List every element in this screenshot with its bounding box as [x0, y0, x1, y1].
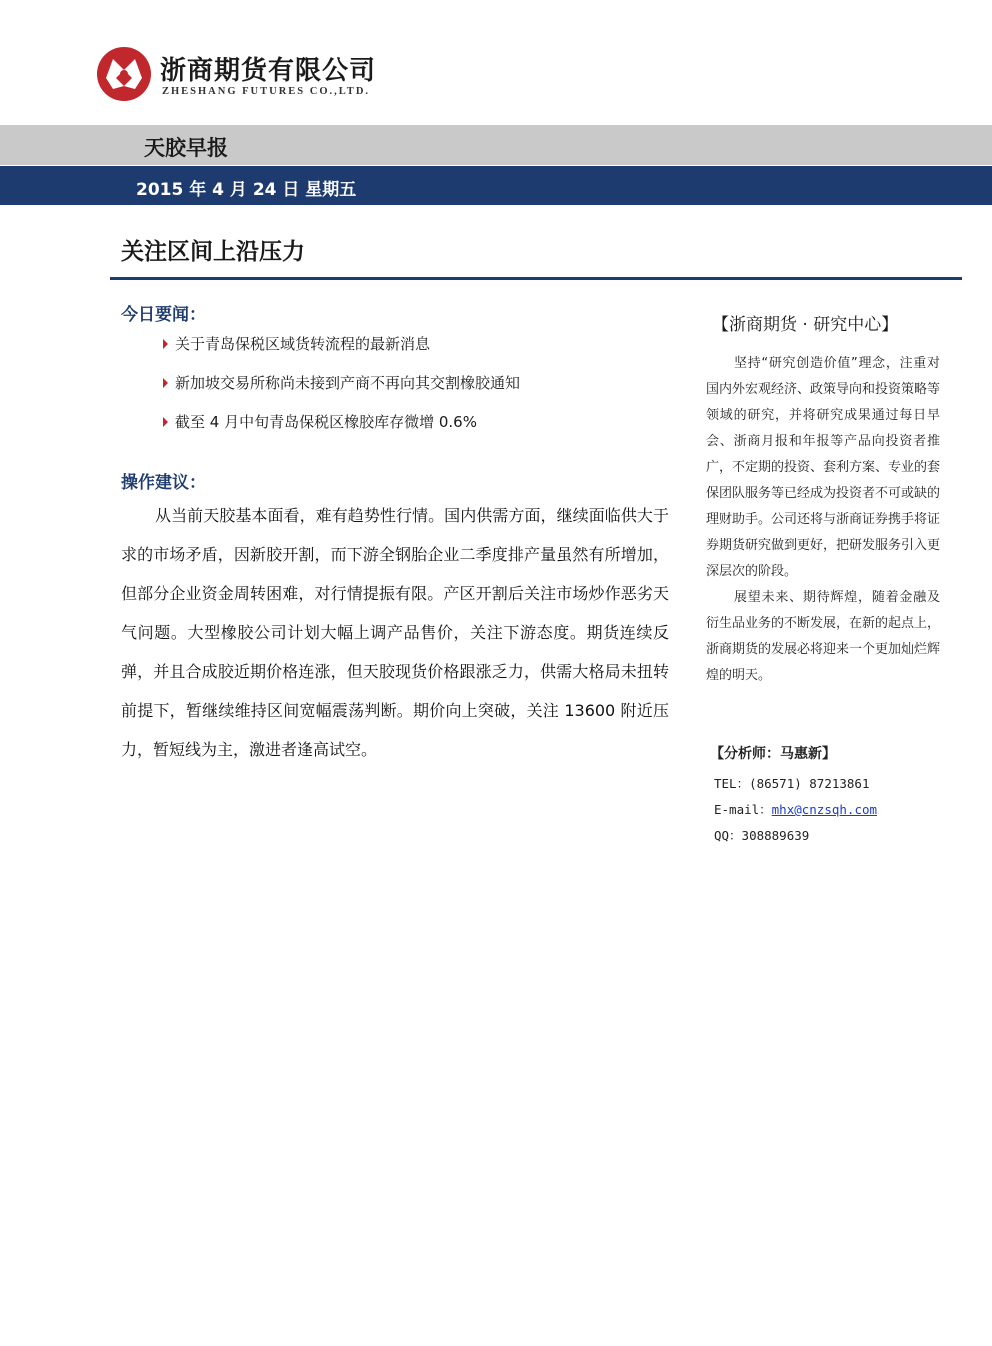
news-item [163, 411, 683, 450]
report-title: 天胶早报 [144, 136, 228, 160]
analyst-contact [710, 743, 950, 849]
company-logo [96, 46, 386, 106]
email-label: E-mail： [714, 802, 772, 817]
bullet-icon [163, 339, 168, 349]
bullet-icon [163, 378, 168, 388]
news-item-text: 关于青岛保税区域货转流程的最新消息 [175, 335, 431, 353]
advice-section-title: 操作建议： [121, 473, 206, 493]
news-item [163, 333, 683, 372]
news-list [163, 333, 683, 450]
report-date: 2015 年 4 月 24 日 星期五 [136, 180, 357, 200]
report-title-band [0, 125, 992, 165]
news-item [163, 372, 683, 411]
news-item-text: 新加坡交易所称尚未接到产商不再向其交割橡胶通知 [175, 374, 521, 392]
sidebar-paragraph: 坚持“研究创造价值”理念，注重对国内外宏观经济、政策导向和投资策略等领域的研究，并将研究成果通过每日早会、浙商月报和年报等产品向投资者推广，不定期的投资、套利方案、专业的套保团队服务等已经成为投资者不可或缺的理财助手。公司还将与浙商证券携手将证券期货研究做到更好，把研发服务引入更深层次的阶段。 [706, 356, 941, 579]
company-name-en: ZHESHANG FUTURES CO.,LTD. [162, 86, 371, 97]
bullet-icon [163, 417, 168, 427]
headline-divider [110, 277, 962, 280]
research-center-sidebar [706, 310, 940, 689]
news-section-title: 今日要闻： [121, 305, 206, 325]
analyst-email-row [710, 797, 950, 823]
logo-mark-icon [96, 46, 152, 102]
analyst-tel: TEL：(86571) 87213861 [714, 776, 870, 791]
analyst-qq: QQ：308889639 [714, 828, 810, 843]
headline: 关注区间上沿压力 [121, 239, 305, 265]
email-link[interactable]: mhx@cnzsqh.com [771, 802, 878, 817]
sidebar-title: 【浙商期货 · 研究中心】 [712, 315, 899, 335]
news-item-text: 截至 4 月中旬青岛保税区橡胶库存微增 0.6% [175, 413, 477, 431]
date-band [0, 166, 992, 205]
advice-body: 从当前天胶基本面看，难有趋势性行情。国内供需方面，继续面临供大于求的市场矛盾，因新胶开割，而下游全钢胎企业二季度排产量虽然有所增加，但部分企业资金周转困难，对行情提振有限。产区开割后关注市场炒作恶劣天气问题。大型橡胶公司计划大幅上调产品售价，关注下游态度。期货连续反弹，并且合成胶近期价格连涨，但天胶现货价格跟涨乏力，供需大格局未扭转前提下，暂继续维持区间宽幅震荡判断。期价向上突破，关注 13600 附近压力，暂短线为主，激进者逢高试空。 [121, 506, 669, 759]
analyst-title: 【分析师：马惠新】 [710, 746, 836, 762]
company-name-cn: 浙商期货有限公司 [160, 56, 377, 86]
sidebar-paragraph: 展望未来、期待辉煌，随着金融及衍生品业务的不断发展，在新的起点上，浙商期货的发展必将迎来一个更加灿烂辉煌的明天。 [706, 590, 941, 683]
